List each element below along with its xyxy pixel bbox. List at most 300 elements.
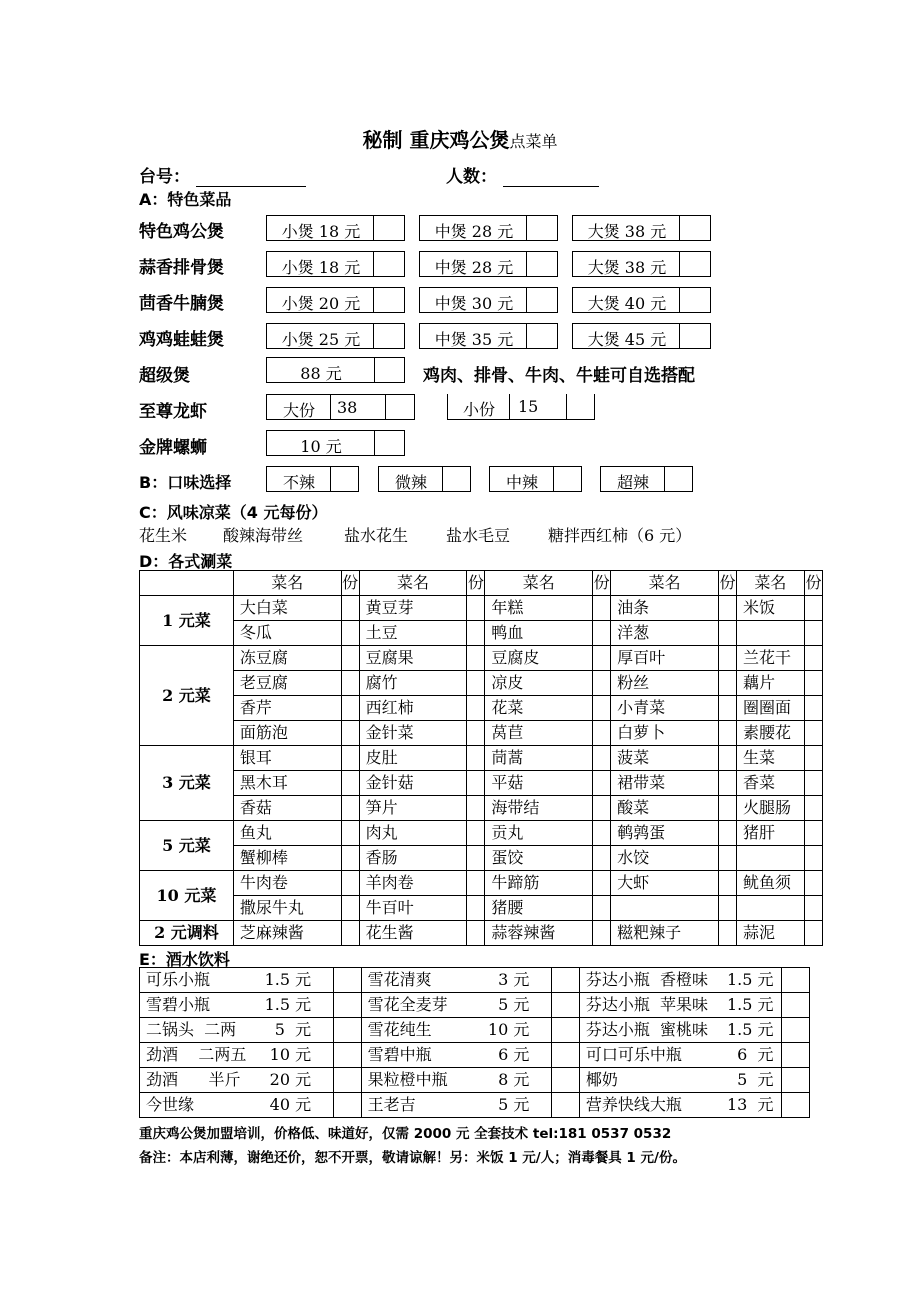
dish-cell: 豆腐果 — [359, 646, 467, 671]
qty-cell[interactable] — [334, 1018, 361, 1043]
dish-size-price: 中煲 30 元 — [434, 294, 514, 313]
dish-cell: 黄豆芽 — [359, 596, 467, 621]
drink-cell — [140, 968, 334, 993]
qty-cell[interactable] — [593, 746, 611, 771]
dish-size-price: 小煲 25 元 — [281, 330, 361, 349]
qty-cell[interactable] — [341, 746, 359, 771]
qty-cell[interactable] — [593, 721, 611, 746]
qty-cell[interactable] — [718, 621, 736, 646]
dish-size-option[interactable] — [572, 287, 711, 313]
header-qty: 份 — [718, 571, 736, 596]
qty-cell[interactable] — [804, 846, 822, 871]
dish-size-option[interactable] — [266, 215, 405, 241]
drink-item — [146, 1068, 333, 1092]
dish-cell: 火腿肠 — [736, 796, 804, 821]
drink-cell — [140, 993, 334, 1018]
price-category: 2 元调料 — [140, 921, 234, 946]
qty-cell[interactable] — [718, 721, 736, 746]
drink-price: 5 元 — [498, 1095, 530, 1114]
qty-divider — [373, 215, 374, 241]
qty-cell[interactable] — [804, 646, 822, 671]
dish-cell: 贡丸 — [485, 821, 593, 846]
lobster-name: 至尊龙虾 — [139, 402, 207, 422]
qty-cell[interactable] — [782, 1018, 810, 1043]
drink-item — [368, 993, 552, 1017]
divider — [330, 394, 331, 420]
price-category: 2 元菜 — [140, 646, 234, 746]
dish-cell: 牛肉卷 — [233, 871, 341, 896]
qty-cell[interactable] — [467, 921, 485, 946]
drink-cell — [579, 1043, 782, 1068]
qty-cell[interactable] — [341, 796, 359, 821]
dish-size-option[interactable] — [266, 323, 405, 349]
qty-cell[interactable] — [804, 621, 822, 646]
qty-cell[interactable] — [341, 771, 359, 796]
lobster-big-option[interactable] — [266, 394, 415, 420]
dish-cell: 牛百叶 — [359, 896, 467, 921]
dish-cell: 洋葱 — [611, 621, 719, 646]
qty-cell[interactable] — [467, 621, 485, 646]
people-input[interactable] — [503, 168, 599, 187]
dish-size-price: 大煲 40 元 — [587, 294, 667, 313]
lobster-small-price: 15 — [518, 397, 539, 416]
drink-price: 1.5 元 — [726, 1020, 774, 1039]
drink-item — [368, 1068, 552, 1092]
dish-cell: 酸菜 — [611, 796, 719, 821]
table-row — [140, 993, 810, 1018]
dish-cell: 冬瓜 — [233, 621, 341, 646]
dish-name: 蒜香排骨煲 — [139, 258, 224, 278]
dish-size-price: 小煲 20 元 — [281, 294, 361, 313]
qty-cell[interactable] — [593, 621, 611, 646]
qty-cell[interactable] — [552, 968, 579, 993]
divider — [509, 394, 510, 419]
qty-cell[interactable] — [552, 993, 579, 1018]
dish-cell: 裙带菜 — [611, 771, 719, 796]
qty-cell[interactable] — [718, 671, 736, 696]
qty-divider — [373, 287, 374, 313]
spice-option[interactable] — [489, 466, 582, 492]
dish-cell — [736, 846, 804, 871]
qty-cell[interactable] — [334, 1043, 361, 1068]
dish-size-price: 大煲 45 元 — [587, 330, 667, 349]
dish-cell: 糍粑辣子 — [611, 921, 719, 946]
drink-name: 可口可乐中瓶 — [585, 1045, 682, 1064]
table-no-input[interactable] — [196, 168, 306, 187]
dish-cell: 芝麻辣酱 — [233, 921, 341, 946]
dish-cell: 莴苣 — [485, 721, 593, 746]
qty-divider — [679, 287, 680, 313]
section-b-heading: B：口味选择 — [139, 473, 232, 492]
qty-divider — [679, 251, 680, 277]
divider — [374, 430, 375, 456]
drink-cell — [579, 993, 782, 1018]
cold-dish-item[interactable]: 酸辣海带丝 — [223, 526, 304, 545]
qty-cell[interactable] — [804, 921, 822, 946]
header-dish-name: 菜名 — [611, 571, 719, 596]
drink-price: 5 元 — [498, 995, 530, 1014]
qty-cell[interactable] — [718, 771, 736, 796]
qty-cell[interactable] — [593, 646, 611, 671]
drink-item — [146, 968, 333, 992]
dish-size-option[interactable] — [572, 251, 711, 277]
dish-cell: 大虾 — [611, 871, 719, 896]
dish-cell: 老豆腐 — [233, 671, 341, 696]
dish-cell: 小青菜 — [611, 696, 719, 721]
hotpot-menu-table — [139, 570, 823, 946]
lobster-big-label: 大份 — [282, 401, 315, 420]
dish-size-option[interactable] — [266, 287, 405, 313]
qty-cell[interactable] — [718, 821, 736, 846]
dish-cell: 猪腰 — [485, 896, 593, 921]
qty-cell[interactable] — [341, 621, 359, 646]
table-row — [140, 696, 823, 721]
dish-cell: 白萝卜 — [611, 721, 719, 746]
qty-cell[interactable] — [593, 696, 611, 721]
qty-cell[interactable] — [718, 921, 736, 946]
table-row — [140, 821, 823, 846]
drink-name: 芬达小瓶 香橙味 — [585, 970, 709, 989]
header-dish-name: 菜名 — [485, 571, 593, 596]
dish-cell: 圈圈面 — [736, 696, 804, 721]
header-qty: 份 — [341, 571, 359, 596]
dish-cell: 银耳 — [233, 746, 341, 771]
dish-cell: 金针菇 — [359, 771, 467, 796]
drink-price: 3 元 — [498, 970, 530, 989]
table-no-label: 台号： — [139, 167, 190, 187]
dish-cell: 鱼丸 — [233, 821, 341, 846]
drink-cell — [579, 1068, 782, 1093]
drink-item — [368, 1043, 552, 1067]
qty-cell[interactable] — [467, 896, 485, 921]
qty-cell[interactable] — [593, 796, 611, 821]
drink-item — [146, 1018, 333, 1042]
drink-price: 1.5 元 — [726, 995, 774, 1014]
qty-cell[interactable] — [718, 696, 736, 721]
qty-cell[interactable] — [782, 968, 810, 993]
qty-divider — [330, 466, 331, 492]
dish-size-option[interactable] — [266, 251, 405, 277]
drink-name: 果粒橙中瓶 — [367, 1070, 448, 1089]
drink-cell — [140, 1043, 334, 1068]
qty-cell[interactable] — [334, 1093, 361, 1118]
dish-size-option[interactable] — [419, 215, 558, 241]
drink-item — [146, 1093, 333, 1117]
drink-item — [368, 968, 552, 992]
drink-price: 20 元 — [269, 1070, 312, 1089]
super-pot-name: 超级煲 — [139, 366, 190, 386]
qty-cell[interactable] — [782, 1043, 810, 1068]
drink-name: 雪花清爽 — [367, 970, 432, 989]
table-row — [140, 1093, 810, 1118]
drink-price: 10 元 — [487, 1020, 530, 1039]
table-row — [140, 1018, 810, 1043]
drink-name: 雪花全麦芽 — [367, 995, 448, 1014]
drink-name: 芬达小瓶 苹果味 — [585, 995, 709, 1014]
qty-cell[interactable] — [718, 796, 736, 821]
qty-divider — [373, 251, 374, 277]
qty-divider — [526, 287, 527, 313]
drink-price: 40 元 — [269, 1095, 312, 1114]
cold-dish-item[interactable]: 盐水毛豆 — [446, 526, 511, 545]
qty-cell[interactable] — [467, 646, 485, 671]
dish-cell: 生菜 — [736, 746, 804, 771]
qty-cell[interactable] — [334, 968, 361, 993]
dish-size-price: 中煲 28 元 — [434, 222, 514, 241]
drink-item — [146, 993, 333, 1017]
drink-name: 二锅头 二两 — [146, 1020, 237, 1039]
qty-cell[interactable] — [341, 646, 359, 671]
people-field — [446, 162, 599, 187]
dish-cell: 金针菜 — [359, 721, 467, 746]
qty-cell[interactable] — [718, 871, 736, 896]
dish-cell: 鹌鹑蛋 — [611, 821, 719, 846]
table-row — [140, 896, 823, 921]
qty-cell[interactable] — [593, 871, 611, 896]
dish-cell: 豆腐皮 — [485, 646, 593, 671]
qty-divider — [526, 251, 527, 277]
qty-cell[interactable] — [593, 896, 611, 921]
qty-cell[interactable] — [804, 771, 822, 796]
qty-cell[interactable] — [467, 871, 485, 896]
qty-cell[interactable] — [804, 821, 822, 846]
qty-cell[interactable] — [467, 821, 485, 846]
drink-cell — [140, 1068, 334, 1093]
dish-cell: 牛蹄筋 — [485, 871, 593, 896]
qty-cell[interactable] — [334, 1068, 361, 1093]
qty-cell[interactable] — [467, 721, 485, 746]
qty-cell[interactable] — [718, 596, 736, 621]
super-pot-price: 88 元 — [300, 364, 342, 383]
drink-cell — [579, 1093, 782, 1118]
dish-size-option[interactable] — [419, 323, 558, 349]
qty-cell[interactable] — [467, 771, 485, 796]
drink-cell — [361, 1043, 552, 1068]
qty-cell[interactable] — [341, 596, 359, 621]
dish-cell: 羊肉卷 — [359, 871, 467, 896]
dish-name: 鸡鸡蛙蛙煲 — [139, 330, 224, 350]
price-category: 5 元菜 — [140, 821, 234, 871]
page-title — [0, 124, 920, 153]
qty-cell[interactable] — [341, 846, 359, 871]
drink-price: 5 元 — [274, 1020, 312, 1039]
spice-option[interactable] — [600, 466, 693, 492]
dish-cell: 厚百叶 — [611, 646, 719, 671]
dish-cell: 水饺 — [611, 846, 719, 871]
drink-cell — [361, 1068, 552, 1093]
qty-cell[interactable] — [467, 596, 485, 621]
qty-cell[interactable] — [804, 896, 822, 921]
qty-cell[interactable] — [593, 771, 611, 796]
qty-cell[interactable] — [467, 846, 485, 871]
qty-cell[interactable] — [718, 646, 736, 671]
dish-cell: 香菇 — [233, 796, 341, 821]
qty-cell[interactable] — [804, 671, 822, 696]
dish-cell: 花菜 — [485, 696, 593, 721]
snail-option[interactable] — [266, 430, 405, 456]
snail-price: 10 元 — [300, 437, 342, 456]
table-row — [140, 596, 823, 621]
dish-size-price: 小煲 18 元 — [281, 258, 361, 277]
qty-cell[interactable] — [804, 746, 822, 771]
dish-size-price: 中煲 28 元 — [434, 258, 514, 277]
dish-name: 特色鸡公煲 — [139, 222, 224, 242]
section-e-heading: E：酒水饮料 — [139, 950, 230, 969]
qty-cell[interactable] — [593, 921, 611, 946]
drink-item — [586, 993, 782, 1017]
qty-cell[interactable] — [718, 846, 736, 871]
dish-cell: 花生酱 — [359, 921, 467, 946]
drink-item — [586, 1068, 782, 1092]
dish-cell: 油条 — [611, 596, 719, 621]
qty-cell[interactable] — [341, 921, 359, 946]
qty-cell[interactable] — [804, 696, 822, 721]
drink-item — [146, 1043, 333, 1067]
dish-size-option[interactable] — [572, 323, 711, 349]
title-main: 秘制 重庆鸡公煲 — [362, 128, 510, 152]
dish-cell: 笋片 — [359, 796, 467, 821]
qty-cell[interactable] — [341, 671, 359, 696]
qty-cell[interactable] — [341, 871, 359, 896]
dish-cell: 猪肝 — [736, 821, 804, 846]
header-dish-name: 菜名 — [233, 571, 341, 596]
drink-name: 可乐小瓶 — [146, 970, 211, 989]
dish-cell: 平菇 — [485, 771, 593, 796]
table-row — [140, 871, 823, 896]
qty-cell[interactable] — [467, 746, 485, 771]
qty-cell[interactable] — [593, 821, 611, 846]
qty-cell[interactable] — [334, 993, 361, 1018]
lobster-small-label: 小份 — [462, 400, 495, 419]
drink-name: 芬达小瓶 蜜桃味 — [585, 1020, 709, 1039]
qty-divider — [664, 466, 665, 492]
qty-cell[interactable] — [593, 671, 611, 696]
dish-size-option[interactable] — [419, 251, 558, 277]
super-pot-qty-divider — [374, 357, 375, 383]
dish-size-option[interactable] — [572, 215, 711, 241]
qty-cell[interactable] — [718, 896, 736, 921]
drink-item — [368, 1093, 552, 1117]
qty-divider — [553, 466, 554, 492]
spice-option[interactable] — [266, 466, 359, 492]
cold-dish-item[interactable]: 盐水花生 — [344, 526, 409, 545]
super-pot-option[interactable] — [266, 357, 405, 383]
spice-option[interactable] — [378, 466, 471, 492]
qty-cell[interactable] — [552, 1068, 579, 1093]
title-suffix: 点菜单 — [509, 132, 558, 151]
table-row — [140, 646, 823, 671]
section-c-heading: C：风味凉菜（4 元每份） — [139, 503, 328, 522]
drink-item — [586, 968, 782, 992]
dish-cell: 菠菜 — [611, 746, 719, 771]
dish-size-price: 大煲 38 元 — [587, 258, 667, 277]
dish-cell: 土豆 — [359, 621, 467, 646]
drink-item — [368, 1018, 552, 1042]
qty-cell[interactable] — [552, 1043, 579, 1068]
dish-cell: 鱿鱼须 — [736, 871, 804, 896]
qty-cell[interactable] — [782, 1068, 810, 1093]
qty-cell[interactable] — [804, 871, 822, 896]
qty-cell[interactable] — [467, 796, 485, 821]
qty-cell[interactable] — [552, 1018, 579, 1043]
dish-size-price: 大煲 38 元 — [587, 222, 667, 241]
footer-note: 备注：本店利薄，谢绝还价，恕不开票，敬请谅解！另：米饭 1 元/人；消毒餐具 1 元/份。 — [139, 1150, 686, 1166]
table-row — [140, 1043, 810, 1068]
dish-cell: 蛋饺 — [485, 846, 593, 871]
qty-cell[interactable] — [782, 993, 810, 1018]
qty-cell[interactable] — [593, 596, 611, 621]
drink-price: 8 元 — [498, 1070, 530, 1089]
qty-cell[interactable] — [804, 596, 822, 621]
dish-cell — [611, 896, 719, 921]
spice-label: 中辣 — [505, 473, 538, 492]
cold-dish-item[interactable]: 糖拌西红柿（6 元） — [548, 526, 692, 545]
cold-dish-item[interactable]: 花生米 — [139, 526, 188, 545]
drinks-table — [139, 967, 810, 1118]
drink-price: 6 元 — [737, 1045, 774, 1064]
qty-cell[interactable] — [341, 821, 359, 846]
dish-cell: 米饭 — [736, 596, 804, 621]
qty-cell[interactable] — [341, 696, 359, 721]
qty-cell[interactable] — [341, 896, 359, 921]
footer-ad: 重庆鸡公煲加盟培训，价格低、味道好，仅需 2000 元 全套技术 tel:181 0537 0532 — [139, 1126, 672, 1142]
qty-divider — [679, 215, 680, 241]
price-category: 10 元菜 — [140, 871, 234, 921]
dish-cell: 海带结 — [485, 796, 593, 821]
divider — [566, 394, 567, 419]
qty-cell[interactable] — [718, 746, 736, 771]
qty-divider — [526, 215, 527, 241]
lobster-small-option[interactable] — [447, 394, 595, 420]
qty-cell[interactable] — [804, 721, 822, 746]
dish-cell: 香菜 — [736, 771, 804, 796]
table-row — [140, 771, 823, 796]
table-row — [140, 846, 823, 871]
spice-label: 超辣 — [616, 473, 649, 492]
header-qty: 份 — [467, 571, 485, 596]
drink-name: 雪花纯生 — [367, 1020, 432, 1039]
drink-cell — [140, 1018, 334, 1043]
table-row — [140, 721, 823, 746]
qty-cell[interactable] — [593, 846, 611, 871]
dish-cell: 大白菜 — [233, 596, 341, 621]
dish-size-option[interactable] — [419, 287, 558, 313]
drink-cell — [579, 968, 782, 993]
table-row — [140, 671, 823, 696]
table-row — [140, 921, 823, 946]
drink-item — [586, 1043, 782, 1067]
dish-cell: 鸭血 — [485, 621, 593, 646]
drink-name: 劲酒 二两五 — [146, 1045, 247, 1064]
qty-cell[interactable] — [341, 721, 359, 746]
drink-cell — [361, 993, 552, 1018]
dish-cell: 面筋泡 — [233, 721, 341, 746]
drink-cell — [361, 968, 552, 993]
dish-cell: 香肠 — [359, 846, 467, 871]
drink-name: 椰奶 — [585, 1070, 618, 1089]
qty-cell[interactable] — [467, 671, 485, 696]
spice-label: 微辣 — [394, 473, 427, 492]
dish-cell: 蒜蓉辣酱 — [485, 921, 593, 946]
header-corner — [140, 571, 234, 596]
dish-cell: 蒜泥 — [736, 921, 804, 946]
qty-cell[interactable] — [552, 1093, 579, 1118]
qty-cell[interactable] — [467, 696, 485, 721]
qty-cell[interactable] — [804, 796, 822, 821]
qty-cell[interactable] — [782, 1093, 810, 1118]
dish-cell — [736, 896, 804, 921]
dish-cell: 年糕 — [485, 596, 593, 621]
